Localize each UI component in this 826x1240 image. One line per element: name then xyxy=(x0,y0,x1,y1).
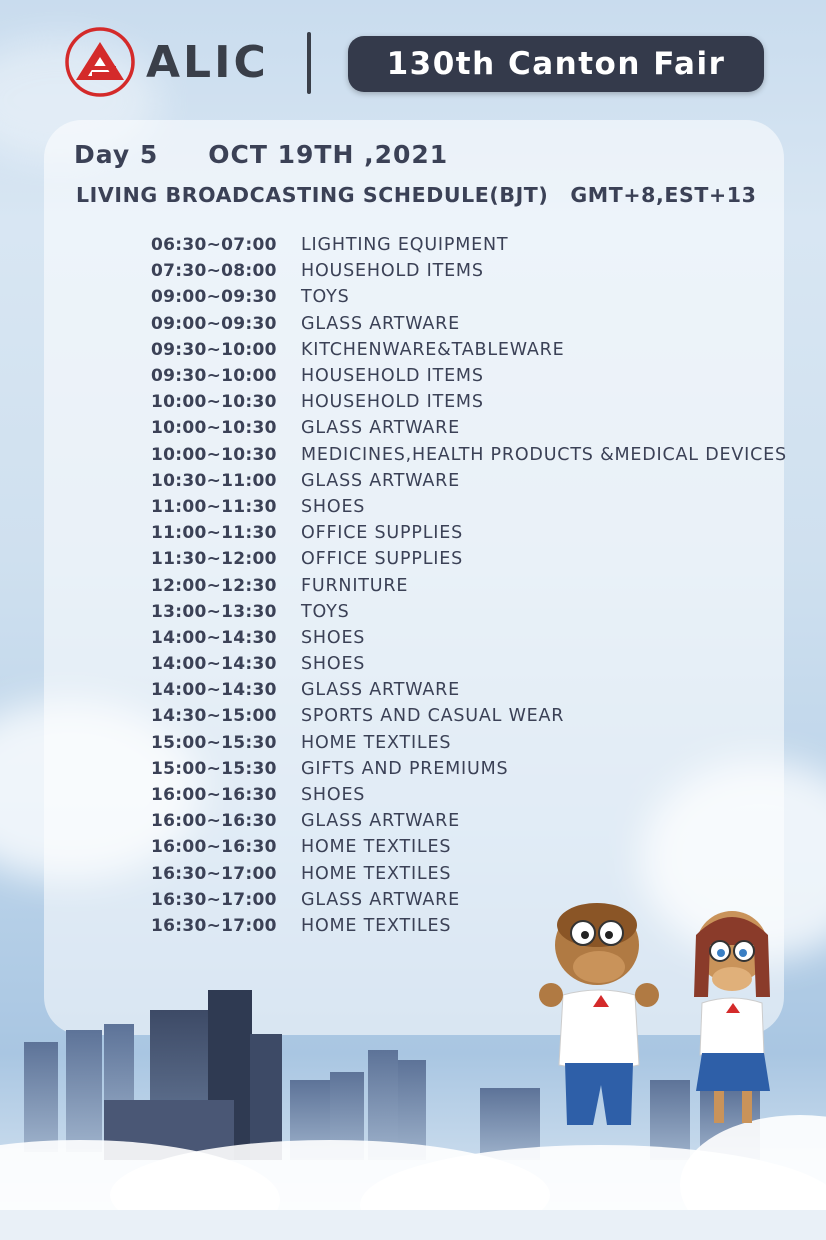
schedule-item: OFFICE SUPPLIES xyxy=(301,549,464,570)
schedule-row xyxy=(151,572,787,598)
schedule-item: HOUSEHOLD ITEMS xyxy=(301,366,484,387)
schedule-item: GIFTS AND PREMIUMS xyxy=(301,758,509,779)
schedule-item: HOME TEXTILES xyxy=(301,732,452,753)
schedule-item: GLASS ARTWARE xyxy=(301,313,460,334)
schedule-row xyxy=(151,442,787,468)
schedule-row xyxy=(151,468,787,494)
timezone-label: GMT+8,EST+13 xyxy=(570,183,757,207)
schedule-item: SPORTS AND CASUAL WEAR xyxy=(301,706,565,727)
brand-logo xyxy=(64,26,269,98)
schedule-time: 07:30~08:00 xyxy=(151,261,277,282)
schedule-item: HOUSEHOLD ITEMS xyxy=(301,261,484,282)
schedule-time: 12:00~12:30 xyxy=(151,575,277,596)
schedule-time: 16:30~17:00 xyxy=(151,889,277,910)
schedule-time: 16:30~17:00 xyxy=(151,915,277,936)
alic-logo-icon xyxy=(64,26,136,98)
schedule-item: KITCHENWARE&TABLEWARE xyxy=(301,339,565,360)
schedule-row xyxy=(151,389,787,415)
event-badge: 130th Canton Fair xyxy=(348,36,764,92)
schedule-time: 14:00~14:30 xyxy=(151,654,277,675)
schedule-item: GLASS ARTWARE xyxy=(301,418,460,439)
schedule-item: HOUSEHOLD ITEMS xyxy=(301,392,484,413)
schedule-time: 14:00~14:30 xyxy=(151,627,277,648)
day-heading xyxy=(74,140,448,169)
schedule-row xyxy=(151,258,787,284)
schedule-row xyxy=(151,808,787,834)
schedule-item: HOME TEXTILES xyxy=(301,863,452,884)
schedule-time: 13:00~13:30 xyxy=(151,601,277,622)
schedule-row xyxy=(151,232,787,258)
schedule-item: HOME TEXTILES xyxy=(301,837,452,858)
schedule-time: 14:30~15:00 xyxy=(151,706,277,727)
schedule-title-text: LIVING BROADCASTING SCHEDULE(BJT) xyxy=(76,183,549,207)
schedule-time: 10:00~10:30 xyxy=(151,444,277,465)
girl-camel-mascot xyxy=(680,905,790,1130)
schedule-row xyxy=(151,730,787,756)
schedule-time: 16:00~16:30 xyxy=(151,837,277,858)
schedule-time: 11:00~11:30 xyxy=(151,496,277,517)
schedule-time: 15:00~15:30 xyxy=(151,732,277,753)
schedule-time: 10:00~10:30 xyxy=(151,392,277,413)
schedule-time: 10:00~10:30 xyxy=(151,418,277,439)
schedule-row xyxy=(151,546,787,572)
schedule-item: GLASS ARTWARE xyxy=(301,889,460,910)
schedule-row xyxy=(151,651,787,677)
schedule-time: 09:00~09:30 xyxy=(151,313,277,334)
boy-camel-mascot xyxy=(535,895,665,1135)
date-label: OCT 19TH ,2021 xyxy=(208,140,449,169)
schedule-row xyxy=(151,520,787,546)
schedule-item: SHOES xyxy=(301,654,366,675)
schedule-time: 14:00~14:30 xyxy=(151,680,277,701)
schedule-item: FURNITURE xyxy=(301,575,409,596)
schedule-time: 09:00~09:30 xyxy=(151,287,277,308)
schedule-time: 11:00~11:30 xyxy=(151,523,277,544)
schedule-row xyxy=(151,415,787,441)
schedule-time: 11:30~12:00 xyxy=(151,549,277,570)
schedule-item: TOYS xyxy=(301,287,350,308)
schedule-list xyxy=(151,232,787,939)
schedule-item: LIGHTING EQUIPMENT xyxy=(301,235,509,256)
schedule-row xyxy=(151,834,787,860)
schedule-row xyxy=(151,599,787,625)
schedule-time: 16:00~16:30 xyxy=(151,785,277,806)
schedule-item: SHOES xyxy=(301,627,366,648)
schedule-item: OFFICE SUPPLIES xyxy=(301,523,464,544)
schedule-row xyxy=(151,625,787,651)
schedule-item: GLASS ARTWARE xyxy=(301,470,460,491)
schedule-row xyxy=(151,494,787,520)
header-divider xyxy=(307,32,311,94)
schedule-time: 10:30~11:00 xyxy=(151,470,277,491)
schedule-item: HOME TEXTILES xyxy=(301,915,452,936)
schedule-item: GLASS ARTWARE xyxy=(301,811,460,832)
schedule-row xyxy=(151,756,787,782)
schedule-time: 16:00~16:30 xyxy=(151,811,277,832)
schedule-row xyxy=(151,782,787,808)
schedule-item: GLASS ARTWARE xyxy=(301,680,460,701)
schedule-time: 09:30~10:00 xyxy=(151,366,277,387)
schedule-item: MEDICINES,HEALTH PRODUCTS &MEDICAL DEVICES xyxy=(301,444,787,465)
schedule-row xyxy=(151,284,787,310)
brand-name: ALIC xyxy=(146,36,269,88)
schedule-time: 06:30~07:00 xyxy=(151,235,277,256)
schedule-row xyxy=(151,311,787,337)
schedule-row xyxy=(151,703,787,729)
schedule-item: TOYS xyxy=(301,601,350,622)
schedule-item: SHOES xyxy=(301,496,366,517)
schedule-title xyxy=(76,183,756,207)
day-label: Day 5 xyxy=(74,140,159,169)
schedule-time: 09:30~10:00 xyxy=(151,339,277,360)
schedule-row xyxy=(151,677,787,703)
schedule-time: 16:30~17:00 xyxy=(151,863,277,884)
schedule-row xyxy=(151,363,787,389)
schedule-time: 15:00~15:30 xyxy=(151,758,277,779)
schedule-row xyxy=(151,337,787,363)
schedule-item: SHOES xyxy=(301,785,366,806)
schedule-row xyxy=(151,861,787,887)
